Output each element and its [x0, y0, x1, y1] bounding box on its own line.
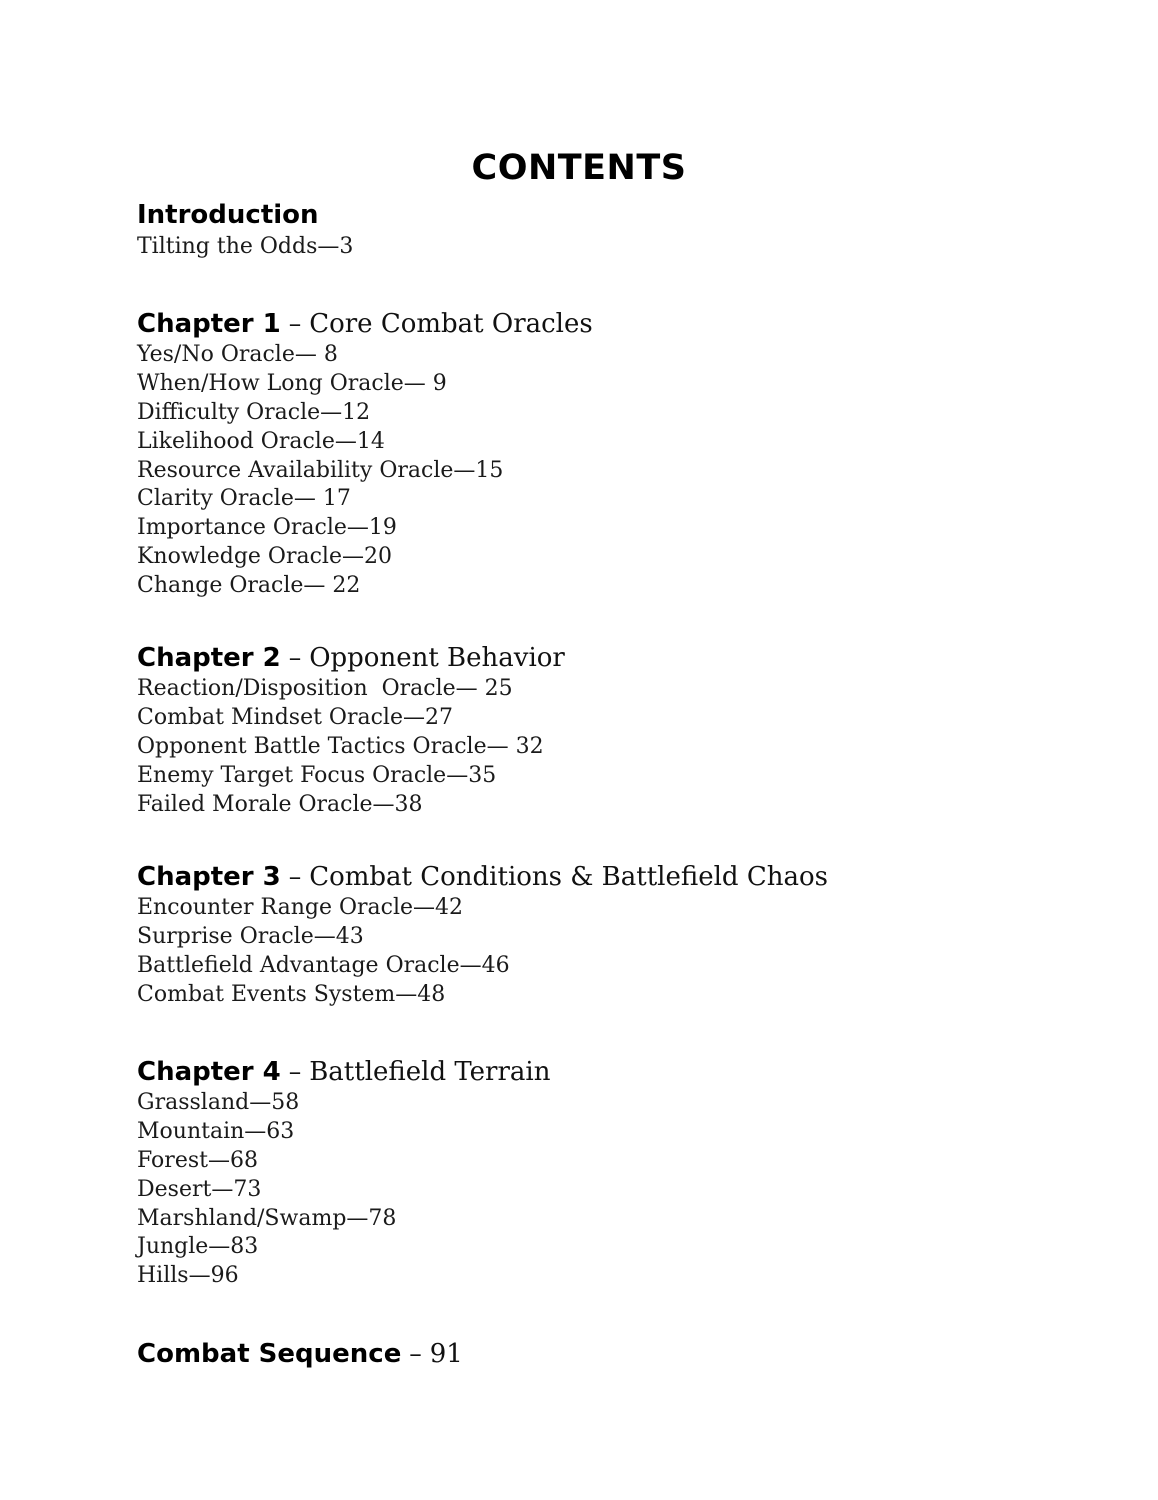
toc-section-combat-sequence: [137, 1337, 1037, 1371]
toc-entry[interactable]: Surprise Oracle—43: [137, 923, 364, 949]
toc-section-chapter-3: [137, 860, 1037, 1010]
chapter-label: Chapter 3: [137, 862, 281, 892]
toc-entry[interactable]: Encounter Range Oracle—42: [137, 895, 463, 920]
chapter-subtitle: Combat Conditions & Battlefield Chaos: [309, 862, 828, 892]
section-heading: [137, 641, 1037, 675]
heading-separator: –: [401, 1339, 430, 1368]
toc-entry[interactable]: Hills—96: [137, 1263, 239, 1289]
chapter-subtitle: Opponent Behavior: [309, 643, 565, 673]
entry-list: [137, 233, 1037, 262]
entry-list: [137, 675, 1037, 819]
toc-section-introduction: [137, 198, 1037, 262]
chapter-label: Chapter 2: [137, 643, 281, 673]
toc-entry[interactable]: Yes/No Oracle— 8: [137, 342, 338, 367]
toc-entry[interactable]: Reaction/Disposition Oracle— 25: [137, 676, 513, 701]
chapter-label: Combat Sequence: [137, 1339, 402, 1369]
toc-entry[interactable]: Knowledge Oracle—20: [137, 544, 392, 570]
page-number: 91: [429, 1339, 463, 1369]
toc-entry[interactable]: Importance Oracle—19: [137, 515, 397, 541]
heading-separator: –: [280, 1057, 310, 1086]
toc-section-chapter-2: [137, 641, 1037, 819]
toc-section-chapter-4: [137, 1055, 1037, 1291]
heading-separator: –: [280, 862, 310, 891]
entry-list: [137, 894, 1037, 1010]
toc-entry[interactable]: Grassland—58: [137, 1090, 300, 1115]
toc-entry[interactable]: Desert—73: [137, 1176, 262, 1202]
section-heading: [137, 1055, 1037, 1089]
section-heading: [137, 198, 1037, 232]
chapter-subtitle: Battlefield Terrain: [309, 1057, 551, 1087]
toc-entry[interactable]: Clarity Oracle— 17: [137, 486, 351, 512]
toc-entry[interactable]: Resource Availability Oracle—15: [137, 457, 504, 483]
toc-entry[interactable]: Enemy Target Focus Oracle—35: [137, 762, 497, 788]
toc-entry[interactable]: Jungle—83: [137, 1234, 259, 1260]
toc-entry[interactable]: Tilting the Odds—3: [137, 234, 354, 259]
toc-entry[interactable]: When/How Long Oracle— 9: [137, 370, 447, 396]
toc-entry[interactable]: Opponent Battle Tactics Oracle— 32: [137, 733, 544, 759]
toc-section-chapter-1: [137, 307, 1037, 601]
toc-entry[interactable]: Likelihood Oracle—14: [137, 428, 385, 454]
toc-entry[interactable]: Mountain—63: [137, 1118, 295, 1144]
toc-entry[interactable]: Combat Events System—48: [137, 981, 446, 1007]
entry-list: [137, 1089, 1037, 1291]
toc-entry[interactable]: Change Oracle— 22: [137, 573, 361, 599]
heading-separator: –: [280, 643, 310, 672]
section-heading[interactable]: [137, 1337, 1037, 1371]
chapter-subtitle: Core Combat Oracles: [309, 309, 593, 339]
entry-list: [137, 341, 1037, 601]
section-label: Introduction: [137, 200, 319, 230]
toc-entry[interactable]: Marshland/Swamp—78: [137, 1205, 397, 1231]
toc-entry[interactable]: Difficulty Oracle—12: [137, 399, 371, 425]
section-heading: [137, 307, 1037, 341]
toc-entry[interactable]: Failed Morale Oracle—38: [137, 791, 423, 817]
section-heading: [137, 860, 1037, 894]
toc-entry[interactable]: Combat Mindset Oracle—27: [137, 704, 453, 730]
chapter-label: Chapter 1: [137, 309, 281, 339]
heading-separator: –: [280, 309, 310, 338]
toc-entry[interactable]: Battlefield Advantage Oracle—46: [137, 952, 510, 978]
toc-entry[interactable]: Forest—68: [137, 1147, 258, 1173]
page-title: CONTENTS: [471, 148, 687, 188]
chapter-label: Chapter 4: [137, 1057, 281, 1087]
